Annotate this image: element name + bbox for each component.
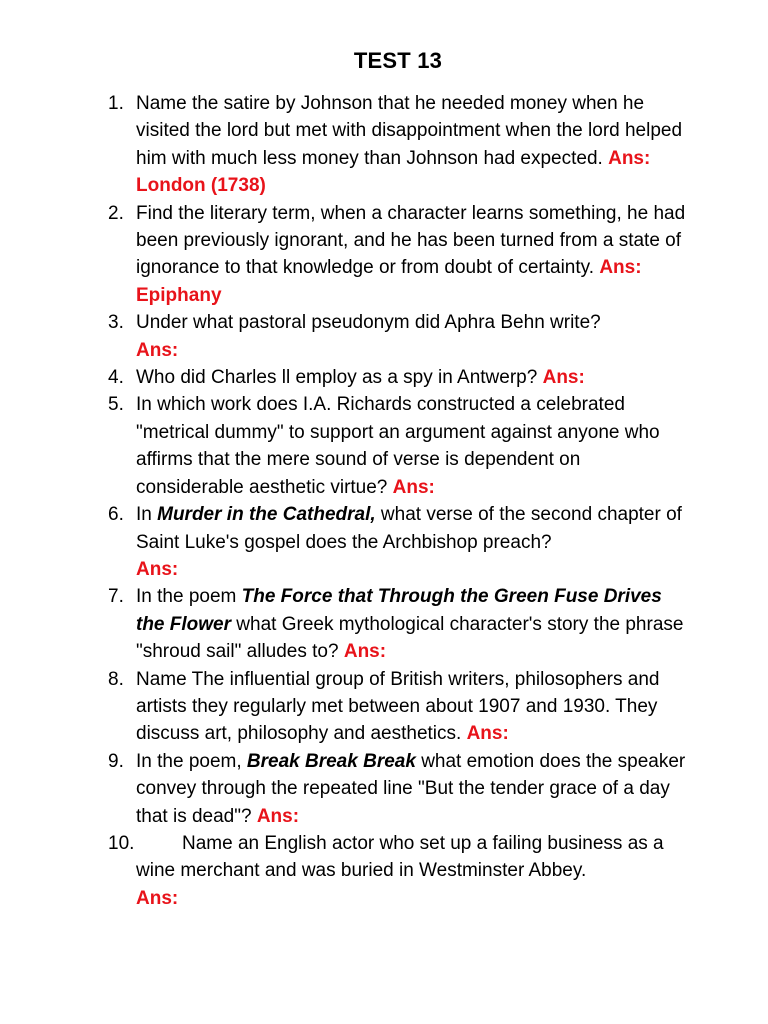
question-text bbox=[136, 586, 683, 662]
question-text bbox=[136, 394, 660, 497]
question-number: 5. bbox=[108, 394, 124, 416]
question-number: 8. bbox=[108, 668, 124, 690]
question-number: 1. bbox=[108, 93, 124, 114]
answer-label: Ans: bbox=[136, 558, 179, 580]
question-text bbox=[136, 367, 585, 388]
question-text-segment: Under what pastoral pseudonym did Aphra Behn write? bbox=[136, 312, 601, 334]
answer-label: Ans: bbox=[136, 887, 179, 909]
answer-label: Ans: London (1738) bbox=[136, 147, 651, 197]
question-text bbox=[136, 312, 601, 360]
question-item bbox=[108, 364, 692, 391]
answer-label: Ans: Epiphany bbox=[136, 257, 642, 306]
question-text-segment: Who did Charles ll employ as a spy in Antwerp? bbox=[136, 367, 543, 389]
question-text-segment: Name The influential group of British writers, philosophers and artists they regularly met between about 1907 and 1930. They discuss art, philosophy and aesthetics. bbox=[136, 668, 660, 745]
question-text-segment: what verse of the second chapter of Saint Luke's gospel does the Archbishop preach? bbox=[136, 504, 682, 553]
question-text-segment: In bbox=[136, 504, 158, 526]
question-item bbox=[108, 830, 692, 912]
question-text-segment: what Greek mythological character's story the phrase "shroud sail" alludes to? bbox=[136, 613, 684, 663]
question-number: 9. bbox=[108, 750, 124, 772]
question-text-segment: Name the satire by Johnson that he needed money when he visited the lord but met with disappointment when the lord helped him with much less money than Johnson had expected. bbox=[136, 93, 683, 169]
question-number: 2. bbox=[108, 202, 124, 224]
question-text bbox=[136, 504, 682, 580]
answer-label: Ans: bbox=[466, 723, 509, 745]
question-text-segment: In the poem, bbox=[136, 750, 247, 772]
question-item bbox=[108, 90, 692, 200]
question-text-segment: In which work does I.A. Richards constructed a celebrated "metrical dummy" to support an argument against anyone who affirms that the mere sound of verse is dependent on considerable aesthetic virtue? bbox=[136, 394, 660, 498]
question-text-segment: Name an English actor who set up a failing business as a wine merchant and was buried in Westminster Abbey. bbox=[136, 832, 664, 882]
question-text-segment: what emotion does the speaker convey through the repeated line "But the tender grace of a day that is dead"? bbox=[136, 750, 686, 827]
answer-label: Ans: bbox=[256, 805, 300, 827]
answer-label: Ans: bbox=[542, 367, 585, 389]
question-item bbox=[108, 666, 692, 748]
question-item bbox=[108, 391, 692, 501]
question-item bbox=[108, 583, 692, 665]
question-text bbox=[136, 751, 685, 827]
answer-label: Ans: bbox=[343, 641, 387, 663]
question-item bbox=[108, 501, 692, 583]
question-item bbox=[108, 200, 692, 310]
work-title: Break Break Break bbox=[246, 750, 416, 772]
work-title: Murder in the Cathedral, bbox=[157, 504, 376, 526]
question-text bbox=[136, 203, 685, 306]
question-item bbox=[108, 309, 692, 364]
answer-label: Ans: bbox=[136, 339, 179, 361]
page-title: TEST 13 bbox=[353, 48, 443, 73]
question-number: 4. bbox=[108, 367, 124, 389]
work-title: The Force that Through the Green Fuse Drives the Flower bbox=[136, 586, 662, 635]
question-list bbox=[108, 90, 692, 912]
question-text-segment: Find the literary term, when a character learns something, he had been previously ignorant, and he has been turned from a state of ignorance to that knowledge or from doubt of certainty. bbox=[136, 202, 686, 279]
question-text bbox=[136, 833, 664, 909]
question-number: 6. bbox=[108, 504, 124, 526]
question-number: 7. bbox=[108, 586, 124, 608]
question-number: 10. bbox=[108, 832, 135, 854]
question-text-segment: In the poem bbox=[136, 586, 242, 608]
question-text bbox=[136, 669, 659, 745]
question-number: 3. bbox=[108, 312, 124, 334]
answer-label: Ans: bbox=[392, 476, 435, 498]
question-item bbox=[108, 748, 692, 830]
question-text bbox=[136, 93, 682, 196]
